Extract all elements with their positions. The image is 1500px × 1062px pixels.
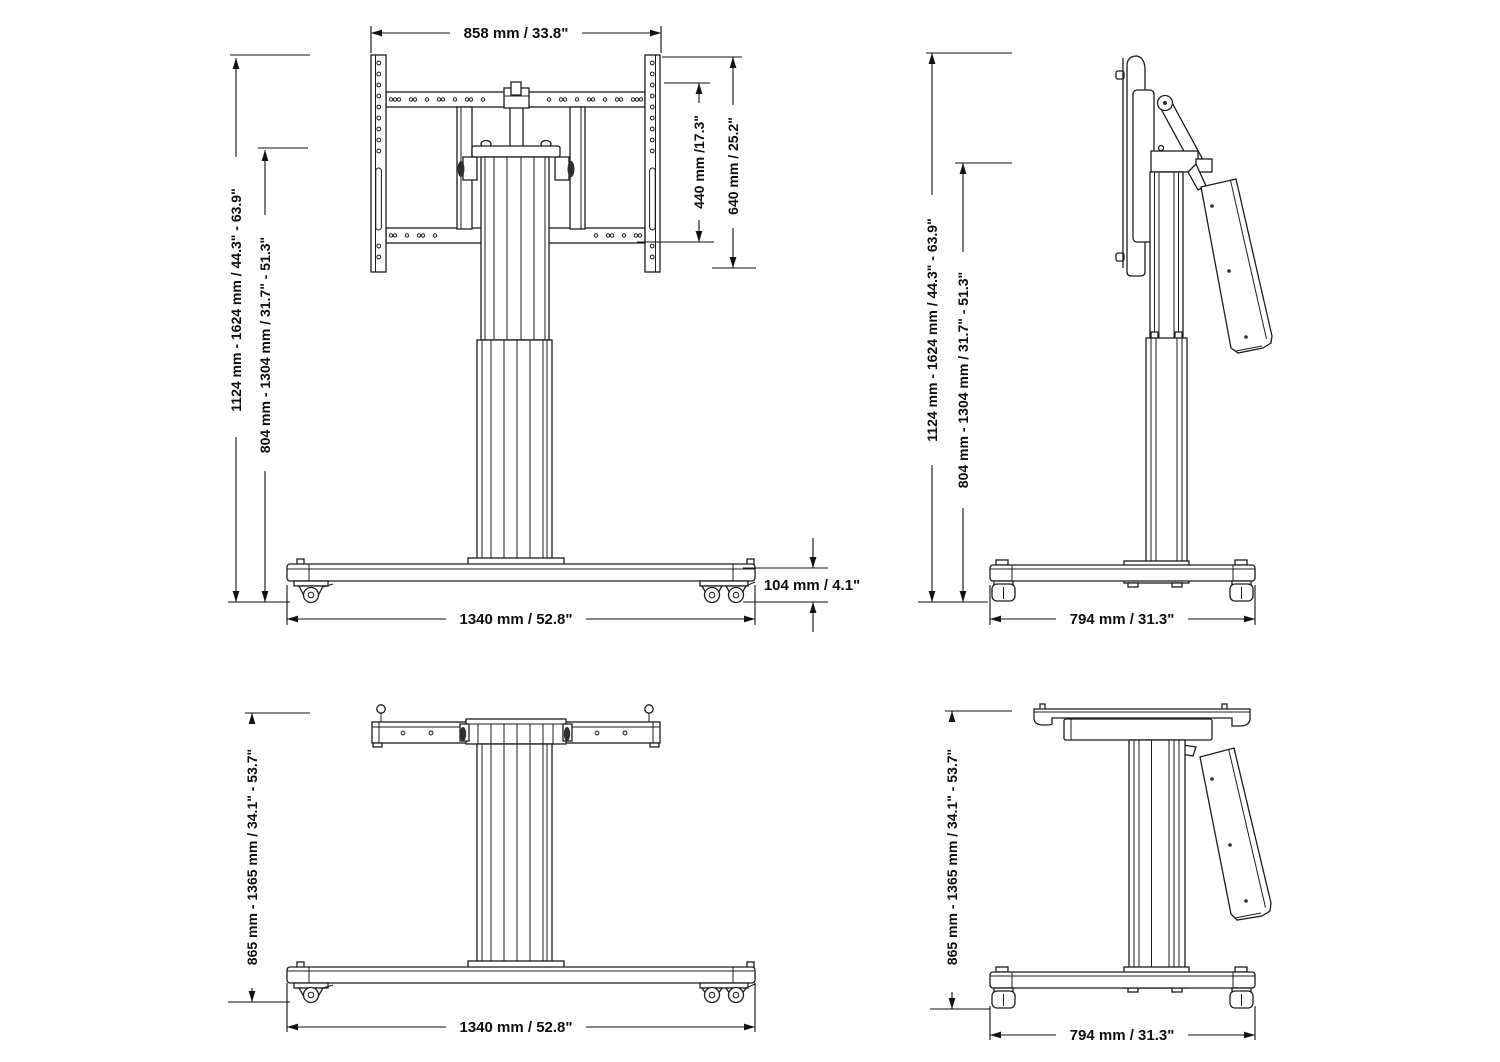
side-lowered-column [1129,740,1185,968]
dim-label-base-width: 1340 mm / 52.8" [459,611,573,628]
caster-front-left-lowered [294,983,333,1003]
front-lowered-column [477,744,552,966]
front-view-raised [228,25,860,632]
dim-label-base-height: 104 mm / 4.1" [763,577,861,594]
caster-side-right [1230,581,1253,601]
dim-label-vesa-height: 440 mm /17.3" [691,115,707,209]
side-view-lowered [930,704,1271,1044]
dim-label-base-depth-lowered: 794 mm / 31.3" [1069,1027,1175,1044]
dim-label-height-column: 804 mm - 1304 mm / 31.7" - 51.3" [257,236,273,454]
vesa-rail-right [645,55,660,272]
front-raised-column [458,141,575,567]
dim-label-height-range-side: 865 mm - 1365 mm / 34.1" - 53.7" [944,748,960,966]
caster-side-left [992,581,1015,601]
dim-label-top-width: 858 mm / 33.8" [463,25,569,42]
dim-label-height-column-side: 804 mm - 1304 mm / 31.7" - 51.3" [955,271,971,489]
dim-label-mount-height: 640 mm / 25.2" [725,117,741,215]
dim-mount-height [662,57,756,268]
front-raised-base [287,558,755,603]
side-raised-base [990,560,1255,601]
caster-front-right-lowered [700,983,755,1003]
side-view-raised [918,53,1272,628]
front-view-lowered [228,705,755,1036]
caster-front-left [294,581,333,603]
side-raised-column [1146,172,1187,565]
dim-label-base-depth: 794 mm / 31.3" [1069,611,1175,628]
caster-side-right-lowered [1230,988,1253,1008]
dim-height-range-side [930,711,1012,1009]
caster-side-left-lowered [992,988,1015,1008]
vesa-rail-left [371,55,386,272]
side-raised-dimensions [918,53,1255,628]
side-lowered-base [990,967,1255,1008]
front-lowered-base [287,961,755,1003]
dim-label-base-width-lowered: 1340 mm / 52.8" [459,1019,573,1036]
dim-label-height-full: 1124 mm - 1624 mm / 44.3" - 63.9" [228,188,244,412]
dim-label-height-range: 865 mm - 1365 mm / 34.1" - 53.7" [244,748,260,966]
side-raised-display [1116,56,1154,276]
side-lowered-tray [1200,748,1271,920]
caster-front-right [700,581,755,603]
dim-label-height-full-side: 1124 mm - 1624 mm / 44.3" - 63.9" [924,218,940,442]
front-lowered-crossbar [372,705,660,747]
dim-height-range [228,713,310,1002]
